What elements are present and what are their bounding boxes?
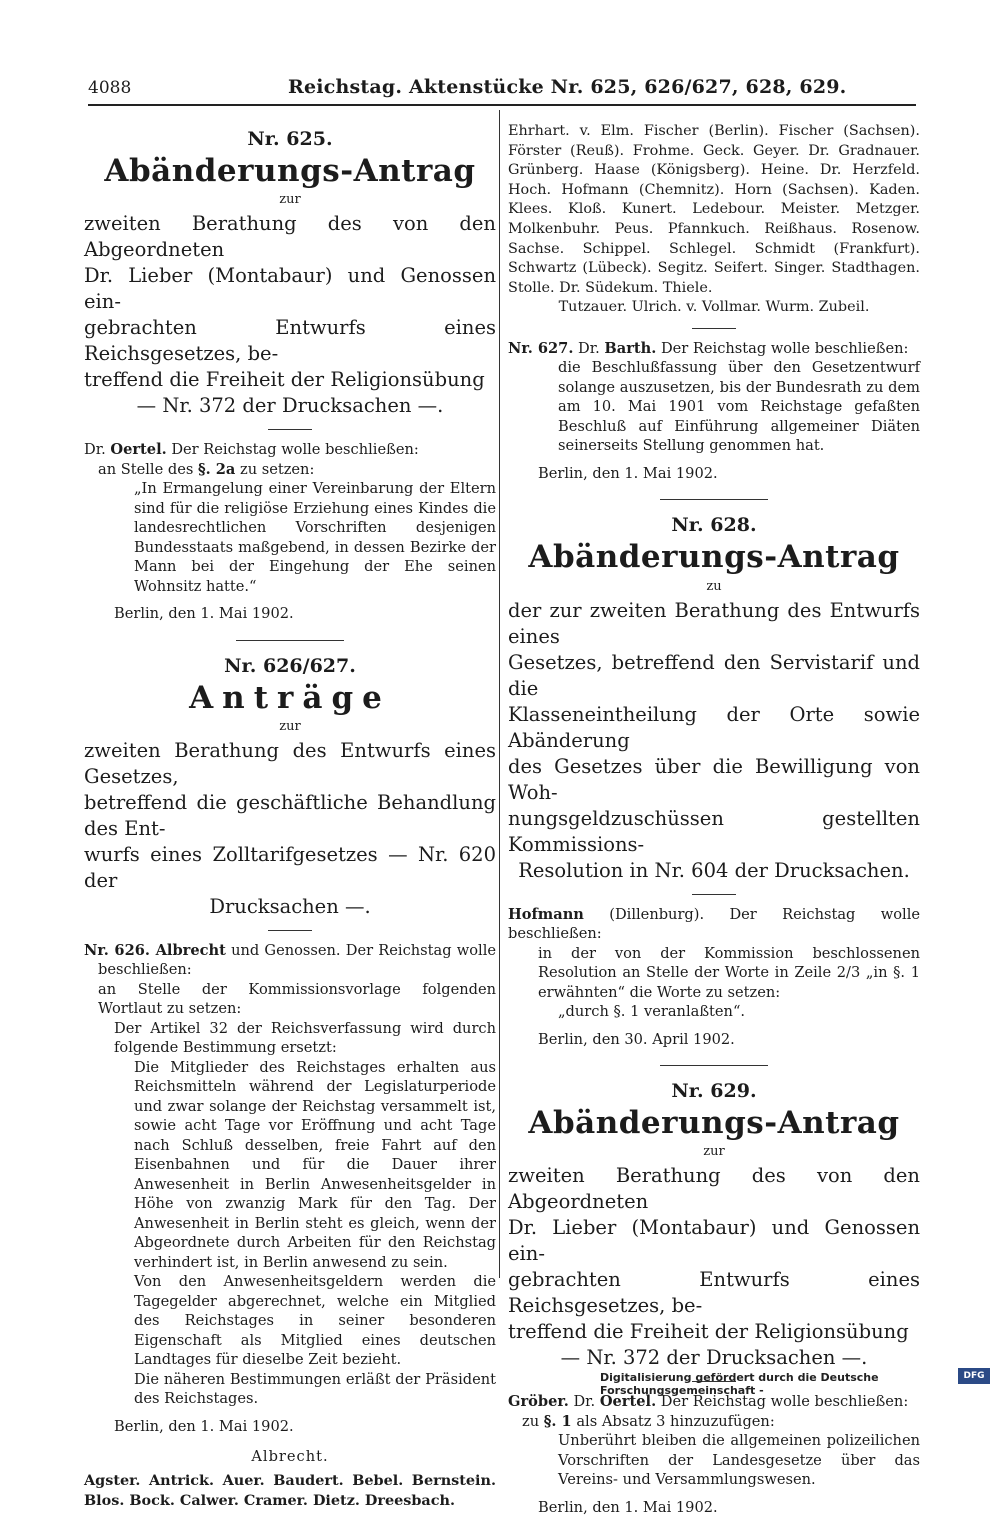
date-line: Berlin, den 1. Mai 1902. <box>114 605 294 623</box>
instruction-text: zu <box>522 1412 544 1430</box>
mover-name: Nr. 626. Albrecht <box>84 941 226 959</box>
mover-text: (Dillenburg). Der Reichstag wolle beschließen: <box>508 905 920 943</box>
motion-text: die Beschlußfassung über den Gesetzentwurf solange auszusetzen, bis der Bundesrath zu dem am 10. Mai 1901 vom Reichstage gefaßten Beschluß auf Einführung allgemeiner Diäten seinerseits Stellung genommen hat. <box>558 359 920 455</box>
section-title: Abänderungs-Antrag <box>104 153 476 189</box>
date-line: Berlin, den 1. Mai 1902. <box>538 464 718 482</box>
footer-text: Digitalisierung gefördert durch die Deutsche Forschungsgemeinschaft - <box>600 1371 879 1397</box>
divider <box>692 894 736 895</box>
intro-line: treffend die Freiheit der Religionsübung <box>508 1320 909 1344</box>
quoted-text: „durch §. 1 veranlaßten“. <box>558 1003 746 1021</box>
instruction-text: als Absatz 3 hinzuzufügen: <box>571 1412 775 1430</box>
mover-title: Dr. <box>573 339 605 357</box>
intro-line: nungsgeldzuschüssen gestellten Kommissions- <box>508 806 920 856</box>
mover-name: Oertel. <box>110 441 167 459</box>
instruction <box>508 1412 920 1432</box>
mover-text: Der Reichstag wolle beschließen: <box>166 441 419 459</box>
intro-line: gebrachten Entwurfs eines Reichsgesetzes, be- <box>84 316 496 366</box>
section-divider <box>660 499 768 500</box>
section-title: Abänderungs-Antrag <box>528 539 900 576</box>
intro-line: betreffend die geschäftliche Behandlung des Ent- <box>84 790 496 840</box>
signatory-names: Ehrhart. v. Elm. Fischer (Berlin). Fischer (Sachsen). Förster (Reuß). Frohme. Geck. Geyer. Dr. Gradnauer. Grünberg. Haase (Königsberg). Heine. Dr. Herzfeld. Hoch. Hofmann (Chemnitz). Horn (Sachsen). Kaden. Klees. Kloß. Kunert. Ledebour. Meister. Metzger. Molkenbuhr. Peus. Pfannkuch. Reißhaus. Rosenow. Sachse. Schippel. Schlegel. Schmidt (Frankfurt). Schwartz (Lübeck). Segitz. Seifert. Singer. Stadthagen. Stolle. Dr. Südekum. Thiele. <box>508 123 920 296</box>
signatory-names-last: Tutzauer. Ulrich. v. Vollmar. Wurm. Zubeil. <box>558 299 870 316</box>
section-number: Nr. 628. <box>671 514 757 537</box>
right-column <box>508 122 920 1517</box>
quoted-text: „In Ermangelung einer Vereinbarung der Eltern sind für die religiöse Erziehung eines Kindes die landesrechtlichen Vorschriften desjenigen Bundesstaats maßgebend, in dessen Bezirke der Mann bei der Eingehung der Ehe seinen Wohnsitz hatte.“ <box>134 480 496 595</box>
section-zur: zur <box>703 1144 725 1160</box>
column-divider <box>499 110 500 1278</box>
mover-line <box>508 905 920 944</box>
mover-name: Oertel. <box>599 1393 657 1411</box>
intro-end: Resolution in Nr. 604 der Drucksachen. <box>518 858 910 882</box>
divider <box>268 429 312 430</box>
paragraph-ref: §. 2a <box>197 460 236 478</box>
signatory-names: Agster. Antrick. Auer. Baudert. Bebel. Bernstein. Blos. Bock. Calwer. Cramer. Dietz. Dreesbach. <box>84 1472 496 1509</box>
divider <box>268 930 312 931</box>
intro-line: zweiten Berathung des von den Abgeordneten <box>508 1164 920 1214</box>
date-line: Berlin, den 1. Mai 1902. <box>538 1498 718 1516</box>
section-625 <box>84 128 496 624</box>
section-title: Anträge <box>189 679 391 716</box>
motion-text: Unberührt bleiben die allgemeinen polizeilichen Vorschriften der Landesgesetze über das Vereins- und Versammlungswesen. <box>558 1432 920 1489</box>
section-627 <box>508 339 920 484</box>
paragraph-ref: §. 1 <box>543 1412 572 1430</box>
mover-text: und Genossen. Der Reichstag wolle beschließen: <box>98 941 496 979</box>
left-column <box>84 118 496 1510</box>
section-626-627 <box>84 655 496 1511</box>
intro-line: Dr. Lieber (Montabaur) und Genossen ein- <box>508 1216 920 1266</box>
section-number: Nr. 626/627. <box>224 654 356 677</box>
mover-title: Dr. <box>84 441 111 459</box>
divider <box>692 328 736 329</box>
intro-line: Gesetzes, betreffend den Servistarif und die <box>508 650 920 700</box>
mover-text: Der Reichstag wolle beschließen: <box>656 1393 909 1411</box>
intro-line: zweiten Berathung des von den Abgeordneten <box>84 212 496 262</box>
running-header <box>88 78 916 104</box>
section-divider <box>660 1065 768 1066</box>
motion-text: in der von der Kommission beschlossenen Resolution an Stelle der Worte in Zeile 2/3 „in §. 1 erwähnten“ die Worte zu setzen: <box>538 944 920 1001</box>
article-paragraph: Von den Anwesenheitsgeldern werden die Tagegelder abgerechnet, welche ein Mitglied des Reichstages in seiner besonderen Eigenschaft als Mitglied eines deutschen Landtages für dieselbe Zeit bezieht. <box>134 1273 496 1369</box>
section-title: Abänderungs-Antrag <box>528 1105 900 1142</box>
mover-line <box>84 941 496 980</box>
intro-line: treffend die Freiheit der Religionsübung <box>84 368 485 392</box>
section-zur: zur <box>279 718 301 734</box>
intro-line: der zur zweiten Berathung des Entwurfs eines <box>508 598 920 648</box>
date-line: Berlin, den 30. April 1902. <box>538 1030 735 1048</box>
mover-name: Gröber. <box>508 1393 569 1411</box>
section-zu: zu <box>706 578 722 594</box>
mover-name: Barth. <box>604 339 657 357</box>
instruction-text: zu setzen: <box>235 460 315 478</box>
header-title: Reichstag. Aktenstücke Nr. 625, 626/627, 628, 629. <box>288 76 847 98</box>
header-rule <box>88 104 916 106</box>
instruction <box>84 460 496 480</box>
mover-line <box>508 339 920 359</box>
section-629 <box>508 1080 920 1517</box>
page-number: 4088 <box>88 78 132 98</box>
signer: Albrecht. <box>251 1448 329 1466</box>
instruction: an Stelle der Kommissionsvorlage folgenden Wortlaut zu setzen: <box>98 980 496 1018</box>
intro-line: zweiten Berathung des Entwurfs eines Gesetzes, <box>84 738 496 788</box>
section-zur: zur <box>279 192 301 208</box>
section-number: Nr. 629. <box>671 1080 757 1103</box>
date-line: Berlin, den 1. Mai 1902. <box>114 1417 294 1435</box>
intro-end: — Nr. 372 der Drucksachen —. <box>136 394 444 418</box>
section-number: Nr. 625. <box>247 128 333 150</box>
intro-line: gebrachten Entwurfs eines Reichsgesetzes, be- <box>508 1268 920 1318</box>
section-628 <box>508 514 920 1049</box>
digitization-footer <box>600 1368 990 1397</box>
instruction-text: an Stelle des <box>98 460 198 478</box>
intro-line: Klasseneintheilung der Orte sowie Abänderung <box>508 702 920 752</box>
intro-end: — Nr. 372 der Drucksachen —. <box>560 1346 868 1370</box>
article-paragraph: Die Mitglieder des Reichstages erhalten aus Reichsmitteln während der Legislaturperiode und zwar solange der Reichstag versammelt ist, sowie acht Tage vor Eröffnung und acht Tage nach Schluß desselben, freie Fahrt auf den Eisenbahnen und für die Dauer ihrer Anwesenheit in Berlin Anwesenheitsgelder in Höhe von zwanzig Mark für den Tag. Der Anwesenheit in Berlin steht es gleich, wenn der Abgeordnete durch Arbeiten für den Reichstag verhindert ist, in Berlin anwesend zu sein. <box>134 1058 496 1271</box>
intro-line: des Gesetzes über die Bewilligung von Woh- <box>508 754 920 804</box>
mover-text: Der Reichstag wolle beschließen: <box>656 339 909 357</box>
dfg-logo: DFG <box>958 1368 990 1384</box>
mover-title: Dr. <box>568 1393 600 1411</box>
intro-line: Dr. Lieber (Montabaur) und Genossen ein- <box>84 264 496 314</box>
section-number: Nr. 627. <box>508 339 574 357</box>
intro-end: Drucksachen —. <box>209 894 371 918</box>
article-line: Der Artikel 32 der Reichsverfassung wird durch folgende Bestimmung ersetzt: <box>114 1019 496 1057</box>
mover-name: Hofmann <box>508 905 584 923</box>
section-divider <box>236 640 344 641</box>
intro-line: wurfs eines Zolltarifgesetzes — Nr. 620 der <box>84 842 496 892</box>
mover-line <box>84 440 496 460</box>
article-paragraph: Die näheren Bestimmungen erläßt der Präsident des Reichstages. <box>134 1370 496 1408</box>
